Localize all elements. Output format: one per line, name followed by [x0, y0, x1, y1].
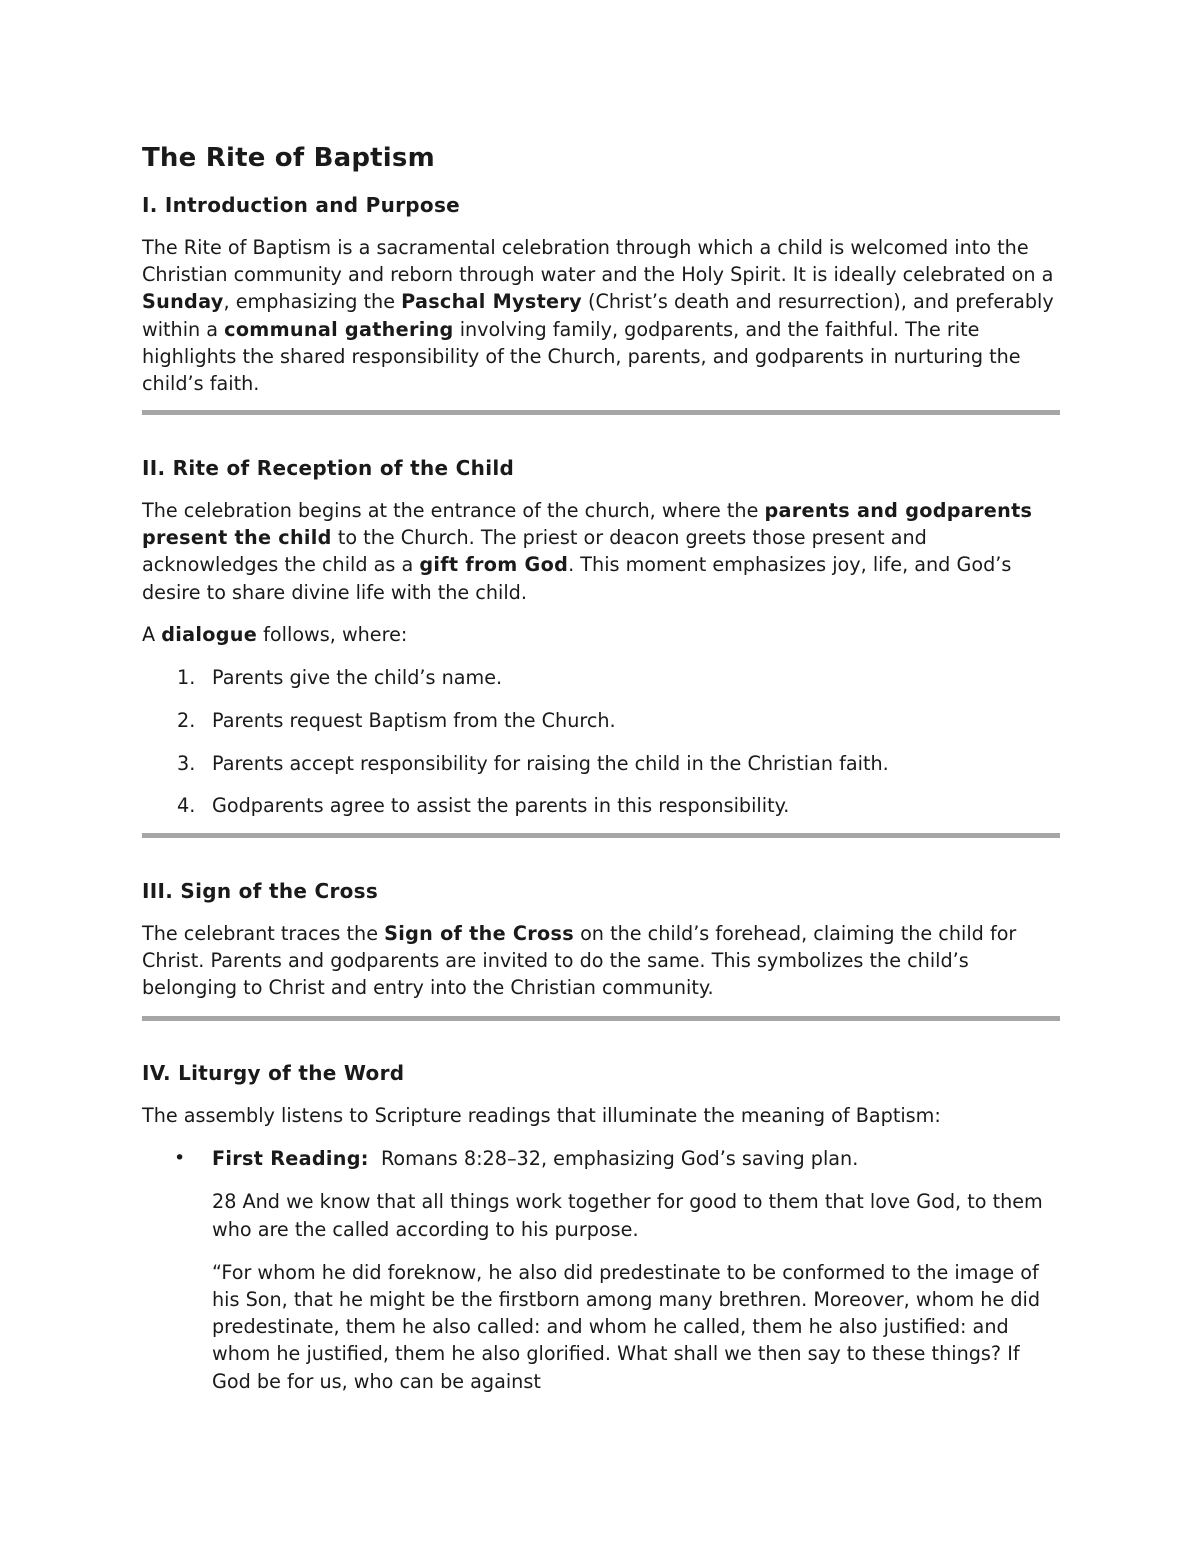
- section-introduction: [142, 192, 1060, 397]
- readings-list: [142, 1145, 1060, 1172]
- section-heading: I. Introduction and Purpose: [142, 193, 461, 217]
- section-paragraph: The celebrant traces the Sign of the Cross on the child’s forehead, claiming the child for Christ. Parents and godparents are invited to do the same. This symbolizes the child’s belonging to Christ and entry into the Christian community.: [142, 922, 1017, 1000]
- document-title: The Rite of Baptism: [142, 143, 435, 173]
- section-heading: III. Sign of the Cross: [142, 879, 379, 903]
- list-item: • First Reading: Romans 8:28–32, emphasizing God’s saving plan.: [174, 1147, 859, 1171]
- section-reception: [142, 455, 1060, 835]
- scripture-quote: 28 And we know that all things work together for good to them that love God, to them who are the called according to his purpose.: [212, 1190, 1043, 1241]
- scripture-quote: “For whom he did foreknow, he also did predestinate to be conformed to the image of his Son, that he might be the firstborn among many brethren. Moreover, whom he did predestinate, them he also called: and whom he called, them he also justified: and whom he justified, them he also glorified. What shall we then say to these things? If God be for us, who can be against: [212, 1260, 1041, 1393]
- list-item: 3. Parents accept responsibility for raising the child in the Christian faith.: [177, 751, 889, 775]
- section-paragraph: A dialogue follows, where:: [142, 622, 408, 646]
- list-item: 2. Parents request Baptism from the Church.: [177, 708, 616, 732]
- section-heading: IV. Liturgy of the Word: [142, 1061, 405, 1085]
- section-divider: [142, 410, 1060, 415]
- section-heading: II. Rite of Reception of the Child: [142, 456, 515, 480]
- list-item: 1. Parents give the child’s name.: [177, 666, 503, 690]
- section-paragraph: The Rite of Baptism is a sacramental celebration through which a child is welcomed into the Christian community and reborn through water and the Holy Spirit. It is ideally celebrated on a Sunday, emphasizing the Paschal Mystery (Christ’s death and resurrection), and preferably within a communal gathering involving family, godparents, and the faithful. The rite highlights the shared responsibility of the Church, parents, and godparents in nurturing the child’s faith.: [142, 236, 1054, 396]
- section-paragraph: The celebration begins at the entrance of the church, where the parents and godparents present the child to the Church. The priest or deacon greets those present and acknowledges the child as a gift from God. This moment emphasizes joy, life, and God’s desire to share divine life with the child.: [142, 499, 1033, 604]
- section-sign-of-cross: [142, 878, 1060, 1002]
- section-paragraph: The assembly listens to Scripture readings that illuminate the meaning of Baptism:: [142, 1104, 941, 1127]
- section-divider: [142, 833, 1060, 838]
- dialogue-list: [142, 664, 1060, 820]
- section-divider: [142, 1016, 1060, 1021]
- list-item: 4. Godparents agree to assist the parents in this responsibility.: [177, 794, 790, 818]
- section-liturgy-word: [142, 1060, 1060, 1395]
